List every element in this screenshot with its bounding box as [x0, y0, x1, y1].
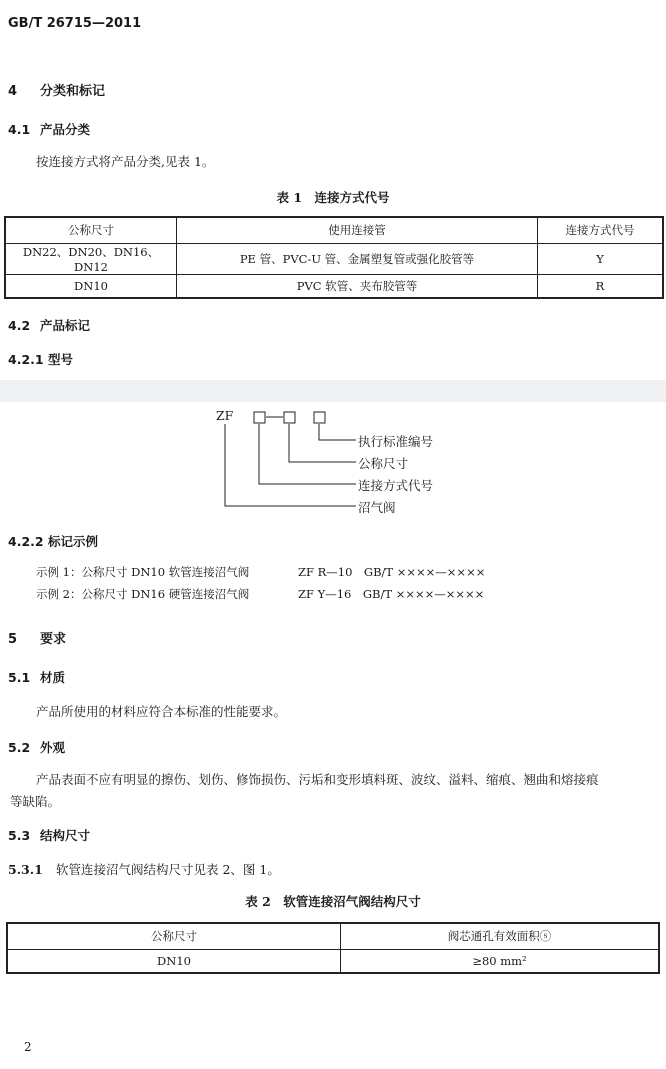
- section-5-2-heading: [8, 738, 65, 756]
- section-title: 分类和标记: [40, 84, 106, 99]
- section-4-1-text: 按连接方式将产品分类,见表 1。: [36, 154, 215, 169]
- table-header-cell: 使用连接管: [177, 217, 538, 243]
- section-title: 型号: [48, 352, 74, 367]
- table-cell: R: [538, 274, 664, 298]
- table-row: [5, 274, 663, 298]
- diagram-box-connection: [254, 412, 265, 423]
- table-cell: DN22、DN20、DN16、DN12: [5, 243, 177, 274]
- standard-number: GB/T 26715—2011: [8, 16, 142, 31]
- example-1-desc: 示例 1：公称尺寸 DN10 软管连接沼气阀: [36, 565, 250, 579]
- section-num: 4.2: [8, 318, 31, 333]
- diagram-label-valve: 沼气阀: [358, 500, 396, 515]
- example-1-code: ZF R—10 GB/T ××××—××××: [298, 565, 486, 579]
- section-num: 4: [8, 84, 18, 99]
- page-gap: [0, 380, 666, 402]
- diagram-leader-valve: [225, 424, 356, 506]
- diagram-label-size: 公称尺寸: [358, 456, 409, 471]
- table-header-cell: 阀芯通孔有效面积ⓢ: [341, 923, 660, 949]
- table-1-caption: 表 1 连接方式代号: [276, 190, 390, 205]
- table-row: [5, 243, 663, 274]
- section-5-3-1-text: [8, 860, 280, 878]
- section-num: 5.1: [8, 670, 31, 685]
- table-cell: PE 管、PVC-U 管、金属塑复管或强化胶管等: [177, 243, 538, 274]
- table-row: [7, 949, 659, 973]
- table-1: [4, 216, 664, 299]
- section-num: 4.2.1: [8, 352, 44, 367]
- section-num: 4.2.2: [8, 534, 44, 549]
- diagram-leader-size: [289, 424, 356, 462]
- diagram-leader-connection: [259, 424, 356, 484]
- table-cell: DN10: [5, 274, 177, 298]
- model-diagram: [0, 402, 666, 520]
- section-4-heading: [8, 80, 105, 99]
- section-text: 软管连接沼气阀结构尺寸见表 2、图 1。: [56, 862, 280, 877]
- section-title: 产品标记: [40, 318, 91, 333]
- table-cell: PVC 软管、夹布胶管等: [177, 274, 538, 298]
- table-header-cell: 公称尺寸: [7, 923, 341, 949]
- section-5-3-heading: [8, 826, 90, 844]
- section-4-2-heading: [8, 316, 90, 334]
- diagram-lines: [0, 402, 666, 520]
- section-num: 5: [8, 632, 18, 647]
- section-title: 外观: [40, 740, 66, 755]
- section-4-2-2-heading: [8, 532, 98, 550]
- section-num: 5.2: [8, 740, 31, 755]
- table-2: [6, 922, 660, 974]
- diagram-label-connection: 连接方式代号: [358, 478, 434, 493]
- section-num: 5.3: [8, 828, 31, 843]
- section-5-heading: [8, 628, 66, 647]
- section-num: 4.1: [8, 122, 31, 137]
- example-2-desc: 示例 2：公称尺寸 DN16 硬管连接沼气阀: [36, 587, 250, 601]
- table-cell: ≥80 mm²: [341, 949, 660, 973]
- section-title: 结构尺寸: [40, 828, 91, 843]
- table-header-row: [5, 217, 663, 243]
- diagram-label-standard: 执行标准编号: [358, 434, 434, 449]
- table-2-caption: 表 2 软管连接沼气阀结构尺寸: [245, 894, 421, 909]
- section-title: 产品分类: [40, 122, 91, 137]
- diagram-prefix: ZF: [216, 408, 234, 423]
- section-4-1-heading: [8, 120, 90, 138]
- table-cell: DN10: [7, 949, 341, 973]
- section-5-1-heading: [8, 668, 65, 686]
- section-title: 材质: [40, 670, 66, 685]
- section-4-2-1-heading: [8, 350, 73, 368]
- diagram-leader-standard: [319, 424, 356, 440]
- section-title: 要求: [40, 632, 67, 647]
- example-2-code: ZF Y—16 GB/T ××××—××××: [298, 587, 485, 601]
- table-header-cell: 连接方式代号: [538, 217, 664, 243]
- table-header-row: [7, 923, 659, 949]
- section-title: 标记示例: [48, 534, 99, 549]
- section-5-2-text-line-2: 等缺陷。: [10, 794, 61, 809]
- section-5-2-text-line-1: 产品表面不应有明显的擦伤、划伤、修饰损伤、污垢和变形填料斑、波纹、溢料、缩痕、翘曲和熔接痕: [36, 772, 599, 787]
- diagram-box-standard: [314, 412, 325, 423]
- diagram-box-size: [284, 412, 295, 423]
- page-number: 2: [24, 1040, 32, 1054]
- section-5-1-text: 产品所使用的材料应符合本标准的性能要求。: [36, 704, 287, 719]
- table-header-cell: 公称尺寸: [5, 217, 177, 243]
- table-cell: Y: [538, 243, 664, 274]
- section-num: 5.3.1: [8, 862, 43, 877]
